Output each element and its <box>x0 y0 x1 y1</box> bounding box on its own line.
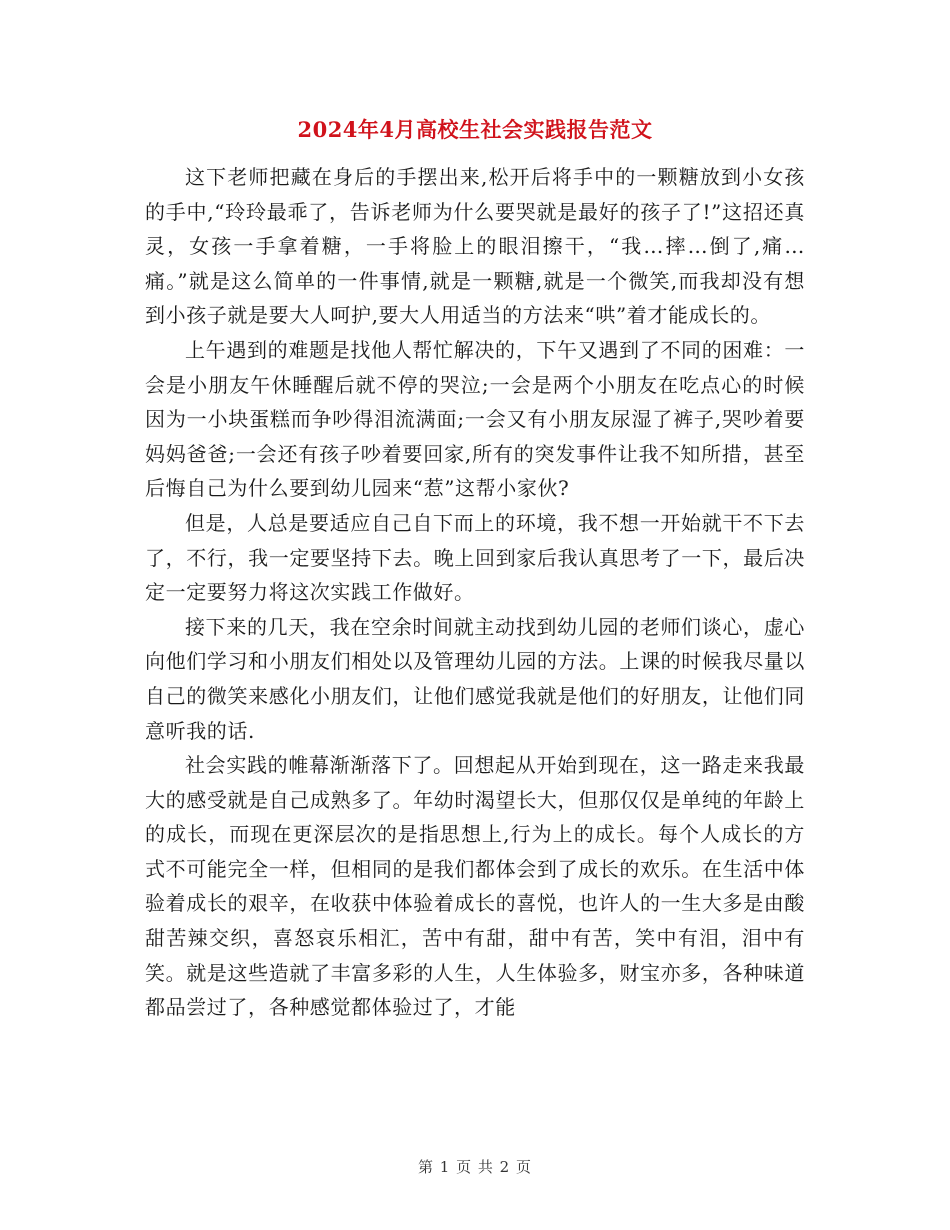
paragraph: 社会实践的帷幕渐渐落下了。回想起从开始到现在，这一路走来我最大的感受就是自己成熟多了。年幼时渴望长大，但那仅仅是单纯的年龄上的成长，而现在更深层次的是指思想上,行为上的成长。每个人成长的方式不可能完全一样，但相同的是我们都体会到了成长的欢乐。在生活中体验着成长的艰辛，在收获中体验着成长的喜悦，也许人的一生大多是由酸甜苦辣交织，喜怒哀乐相汇，苦中有甜，甜中有苦，笑中有泪，泪中有笑。就是这些造就了丰富多彩的人生，人生体验多，财宝亦多，各种味道都品尝过了，各种感觉都体验过了，才能 <box>145 753 805 1020</box>
paragraph: 这下老师把藏在身后的手摆出来,松开后将手中的一颗糖放到小女孩的手中,“玲玲最乖了，告诉老师为什么要哭就是最好的孩子了!”这招还真灵，女孩一手拿着糖，一手将脸上的眼泪擦干，“我…摔…倒了,痛…痛。”就是这么简单的一件事情,就是一颗糖,就是一个微笑,而我却没有想到小孩子就是要大人呵护,要大人用适当的方法来“哄”着才能成长的。 <box>145 165 805 328</box>
page-footer: 第 1 页 共 2 页 <box>418 1158 532 1176</box>
paragraph: 上午遇到的难题是找他人帮忙解决的，下午又遇到了不同的困难：一会是小朋友午休睡醒后就不停的哭泣;一会是两个小朋友在吃点心的时候因为一小块蛋糕而争吵得泪流满面;一会又有小朋友尿湿了裤子,哭吵着要妈妈爸爸;一会还有孩子吵着要回家,所有的突发事件让我不知所措，甚至后悔自己为什么要到幼儿园来“惹”这帮小家伙? <box>145 337 805 501</box>
paragraph: 但是，人总是要适应自己自下而上的环境，我不想一开始就干不下去了，不行，我一定要坚持下去。晚上回到家后我认真思考了一下，最后决定一定要努力将这次实践工作做好。 <box>145 510 805 605</box>
paragraph: 接下来的几天，我在空余时间就主动找到幼儿园的老师们谈心，虚心向他们学习和小朋友们相处以及管理幼儿园的方法。上课的时候我尽量以自己的微笑来感化小朋友们，让他们感觉我就是他们的好朋友，让他们同意听我的话. <box>145 614 805 743</box>
document-title: 2024年4月高校生社会实践报告范文 <box>297 117 653 142</box>
document-body <box>145 160 805 1025</box>
